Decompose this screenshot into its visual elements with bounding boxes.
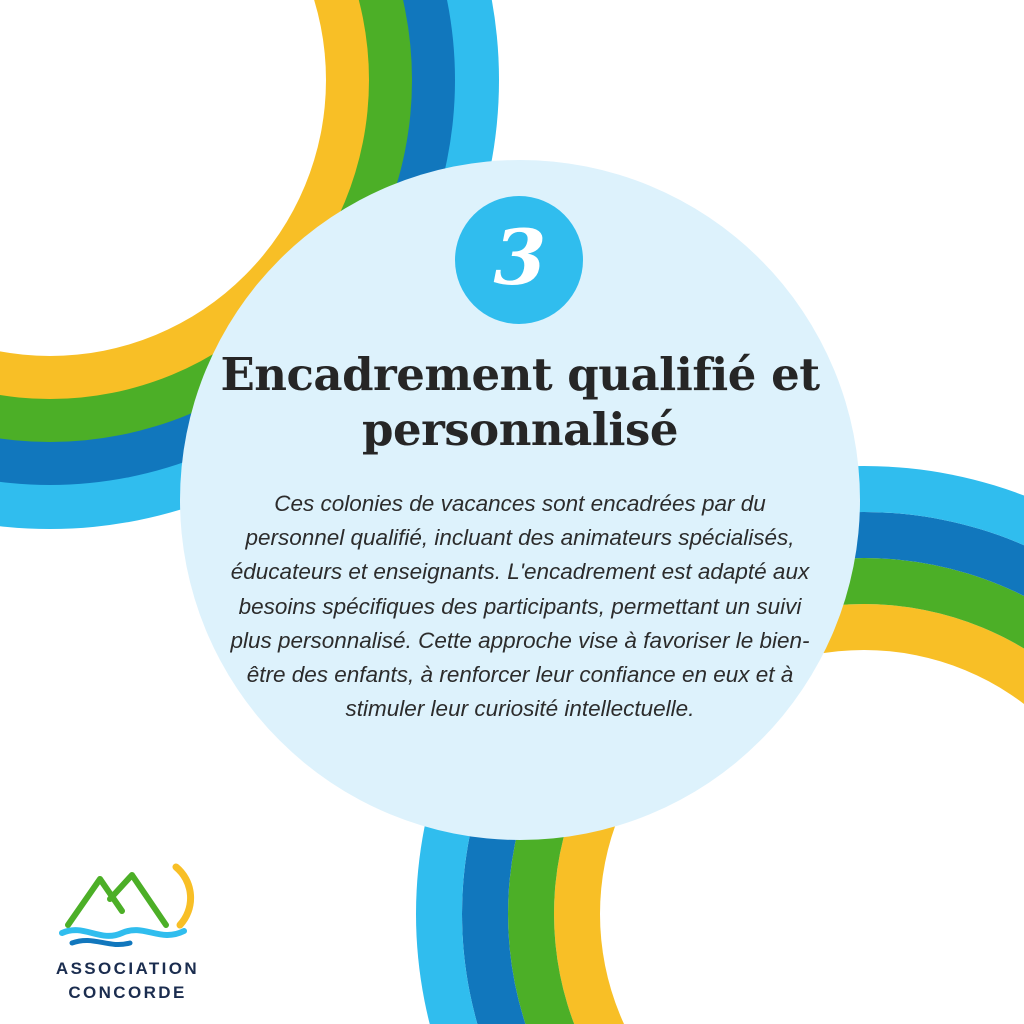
mountain-sun-logo-icon bbox=[48, 853, 208, 953]
logo-text-line1: ASSOCIATION bbox=[55, 958, 200, 978]
logo-text bbox=[20, 957, 235, 1006]
body-paragraph: Ces colonies de vacances sont encadrées par du personnel qualifié, incluant des animateurs spécialisés, éducateurs et enseignants. L'encadrement est adapté aux besoins spécifiques des participants, permettant un suivi plus personnalisé. Cette approche vise à favoriser le bien-être des enfants, à renforcer leur confiance en eux et à stimuler leur curiosité intellectuelle. bbox=[230, 491, 810, 722]
logo bbox=[20, 853, 235, 1006]
page-title: Encadrement qualifié et personnalisé bbox=[220, 348, 820, 456]
step-number-badge bbox=[455, 196, 583, 324]
step-number-label: 3 bbox=[493, 213, 545, 302]
logo-text-line2: CONCORDE bbox=[68, 983, 187, 1003]
